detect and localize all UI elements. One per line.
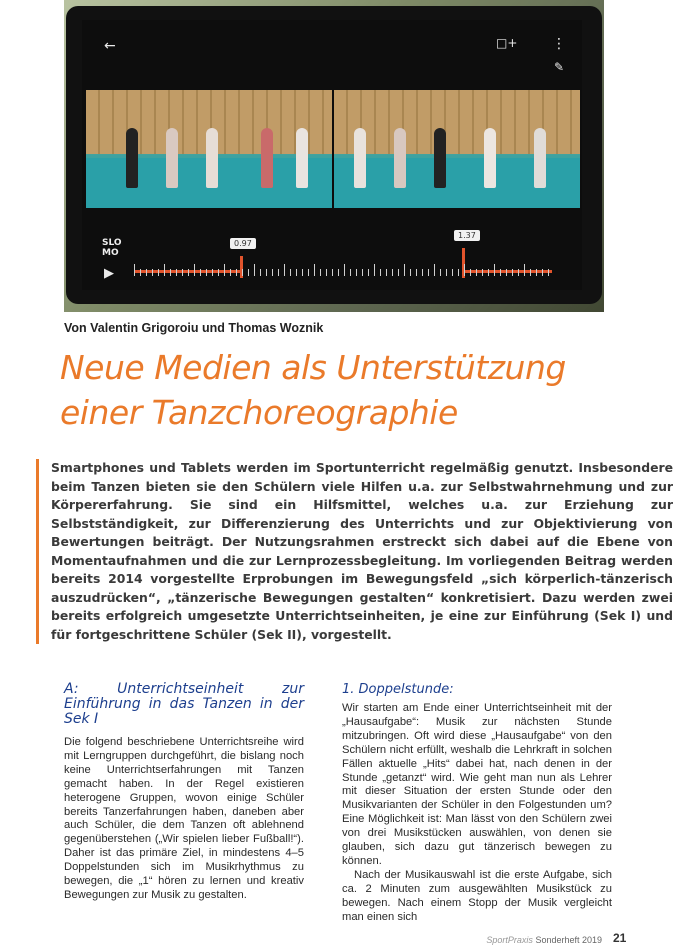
left-column-body: Die folgend beschriebene Unterrichtsreihe wird mit Lerngruppen durchgeführt, die bislang noch keine Unterrichtserfahrungen mit Tanzen gemacht haben. In der Regel existieren heterogene Gruppen, wovon einige Schüler bereits Tanzerfahrungen haben, daneben aber auch Schüler, die dem Tanzen oft ablehnend gegenüberstehen („Wir spielen lieber Fußball!“). Daher ist das primäre Ziel, in mindestens 4–5 Doppelstunden sich im Musikrhythmus zu bewegen, die „1“ hören zu lernen und kreativ Bewegungen zur Musik zu gestalten. bbox=[64, 736, 304, 901]
timeline-tick bbox=[224, 264, 225, 276]
timeline-tick bbox=[368, 269, 369, 276]
add-icon: □+ bbox=[496, 36, 518, 50]
timeline-tick bbox=[476, 269, 477, 276]
timeline-tick bbox=[404, 264, 405, 276]
timeline-tick bbox=[458, 269, 459, 276]
timeline-tick bbox=[176, 269, 177, 276]
back-arrow-icon: ← bbox=[104, 38, 116, 54]
timeline-tick bbox=[260, 269, 261, 276]
timeline-tick bbox=[212, 269, 213, 276]
timeline-tick bbox=[362, 269, 363, 276]
timeline-tick bbox=[548, 269, 549, 276]
timeline-tick bbox=[380, 269, 381, 276]
timeline-tick bbox=[182, 269, 183, 276]
left-column bbox=[64, 682, 304, 903]
timeline-tick bbox=[344, 264, 345, 276]
timeline-tick bbox=[152, 269, 153, 276]
page-number: 21 bbox=[613, 931, 627, 945]
timeline-tick bbox=[512, 269, 513, 276]
timeline-tick bbox=[452, 269, 453, 276]
timeline-tick bbox=[140, 269, 141, 276]
timeline-tick bbox=[230, 269, 231, 276]
article-title: Neue Medien als Unterstützung einer Tanzchoreographie bbox=[60, 348, 566, 432]
timeline-tick bbox=[146, 269, 147, 276]
timeline-tick bbox=[194, 264, 195, 276]
timeline-tick bbox=[464, 264, 465, 276]
timeline-tick bbox=[386, 269, 387, 276]
timeline-tick bbox=[518, 269, 519, 276]
timeline-tick bbox=[314, 264, 315, 276]
timeline-tick bbox=[296, 269, 297, 276]
abstract: Smartphones und Tablets werden im Sportunterricht regelmäßig genutzt. Insbesondere beim Tanzen bieten sie den Schülern viele Hilfen u.a. zur Selbstwahrnehmung und zur Körpererfahrung. Sie sind ein Hilfsmittel, welches u.a. zur Erziehung zur Selbstständigkeit, zur Differenzierung des Unterrichts und zur Objektivierung von Bewertungen beiträgt. Der Nutzungsrahmen erstreckt sich dabei auf die Ebene von Momentaufnahmen und die zur Lernprozessbegleitung. Im vorliegenden Beitrag werden bereits 2014 vorgestellte Erprobungen im Bewegungsfeld „sich körperlich-tänzerisch auszudrücken“, „tänzerische Bewegungen gestalten“ konkretisiert. Dazu werden zwei bereits erfolgreich umgesetzte Unterrichtseinheiten, je eine zur Einführung (Sek I) und für fortgeschrittene Schüler (Sek II), vorgestellt. bbox=[36, 459, 675, 644]
timeline-tick bbox=[278, 269, 279, 276]
right-column-para-1: Wir starten am Ende einer Unterrichtseinheit mit der „Hausaufgabe“: Musik zur nächsten Stunde mitzubringen. Oft wird diese „Hausaufgabe“ von den Schülern nicht erfüllt, weshalb die Lehrkraft in solchen Fällen aktuelle „Hits“ dabei hat, nach denen in der Stunde „getanzt“ wird. Wie geht man nun als Lehrer mit dieser Situation der ersten Stunde oder den Musikvarianten der Schüler in den Folgestunden um? Eine Möglichkeit ist: Man lässt von den Schülern zwei von drei Musikstücken auswählen, von denen sie glauben, sich dazu gut tänzerisch bewegen zu können. bbox=[342, 702, 612, 867]
timeline-tick bbox=[266, 269, 267, 276]
timeline-tick bbox=[284, 264, 285, 276]
marker-label-right: 1.37 bbox=[454, 230, 480, 241]
timeline-tick bbox=[158, 269, 159, 276]
timeline-tick bbox=[500, 269, 501, 276]
header-photo bbox=[64, 0, 604, 312]
section-heading-a: A: Unterrichtseinheit zur Einführung in das Tanzen in der Sek I bbox=[64, 681, 304, 727]
timeline-tick bbox=[272, 269, 273, 276]
play-icon[interactable]: ▶ bbox=[104, 266, 114, 281]
more-icon: ⋮ bbox=[552, 36, 566, 52]
timeline-tick bbox=[440, 269, 441, 276]
marker-label-left: 0.97 bbox=[230, 238, 256, 249]
timeline-track[interactable] bbox=[134, 264, 554, 276]
timeline-tick bbox=[356, 269, 357, 276]
author-line: Von Valentin Grigoroiu und Thomas Woznik bbox=[64, 321, 324, 335]
timeline-tick bbox=[242, 269, 243, 276]
timeline-tick bbox=[434, 264, 435, 276]
timeline-tick bbox=[332, 269, 333, 276]
timeline-tick bbox=[218, 269, 219, 276]
timeline-tick bbox=[188, 269, 189, 276]
timeline-tick bbox=[542, 269, 543, 276]
timeline-tick bbox=[416, 269, 417, 276]
tablet-frame bbox=[66, 6, 602, 304]
slomo-label[interactable]: SLO MO bbox=[102, 238, 122, 258]
timeline-tick bbox=[200, 269, 201, 276]
timeline-tick bbox=[326, 269, 327, 276]
timeline-tick bbox=[302, 269, 303, 276]
timeline-tick bbox=[290, 269, 291, 276]
timeline-tick bbox=[482, 269, 483, 276]
timeline-tick bbox=[350, 269, 351, 276]
timeline-tick bbox=[398, 269, 399, 276]
timeline-tick bbox=[446, 269, 447, 276]
section-heading-1: 1. Doppelstunde: bbox=[342, 682, 454, 697]
timeline-tick bbox=[422, 269, 423, 276]
timeline-tick bbox=[170, 269, 171, 276]
timeline-tick bbox=[470, 269, 471, 276]
timeline-tick bbox=[410, 269, 411, 276]
timeline-tick bbox=[248, 269, 249, 276]
video-frame-right bbox=[334, 90, 580, 208]
timeline-tick bbox=[164, 264, 165, 276]
timeline-tick bbox=[206, 269, 207, 276]
timeline-tick bbox=[536, 269, 537, 276]
timeline-tick bbox=[134, 264, 135, 276]
timeline-tick bbox=[374, 264, 375, 276]
timeline-tick bbox=[494, 264, 495, 276]
timeline-tick bbox=[524, 264, 525, 276]
footer-brand: SportPraxis bbox=[486, 935, 533, 945]
right-column bbox=[342, 682, 612, 925]
right-column-para-2: Nach der Musikauswahl ist die erste Aufgabe, sich ca. 2 Minuten zum ausgewählten Musikstück zu bewegen. Nach einem Stopp der Musik vergleicht man einen sich bbox=[342, 868, 612, 923]
timeline-tick bbox=[488, 269, 489, 276]
timeline-tick bbox=[506, 269, 507, 276]
timeline-tick bbox=[428, 269, 429, 276]
timeline-tick bbox=[338, 269, 339, 276]
page-footer bbox=[486, 935, 602, 945]
video-frame-left bbox=[86, 90, 332, 208]
edit-icon: ✎ bbox=[554, 60, 565, 74]
timeline-tick bbox=[530, 269, 531, 276]
timeline-tick bbox=[308, 269, 309, 276]
timeline-tick bbox=[236, 269, 237, 276]
timeline-tick bbox=[392, 269, 393, 276]
timeline-tick bbox=[254, 264, 255, 276]
timeline-tick bbox=[320, 269, 321, 276]
tablet-screen bbox=[82, 20, 582, 290]
footer-issue: Sonderheft 2019 bbox=[535, 935, 602, 945]
